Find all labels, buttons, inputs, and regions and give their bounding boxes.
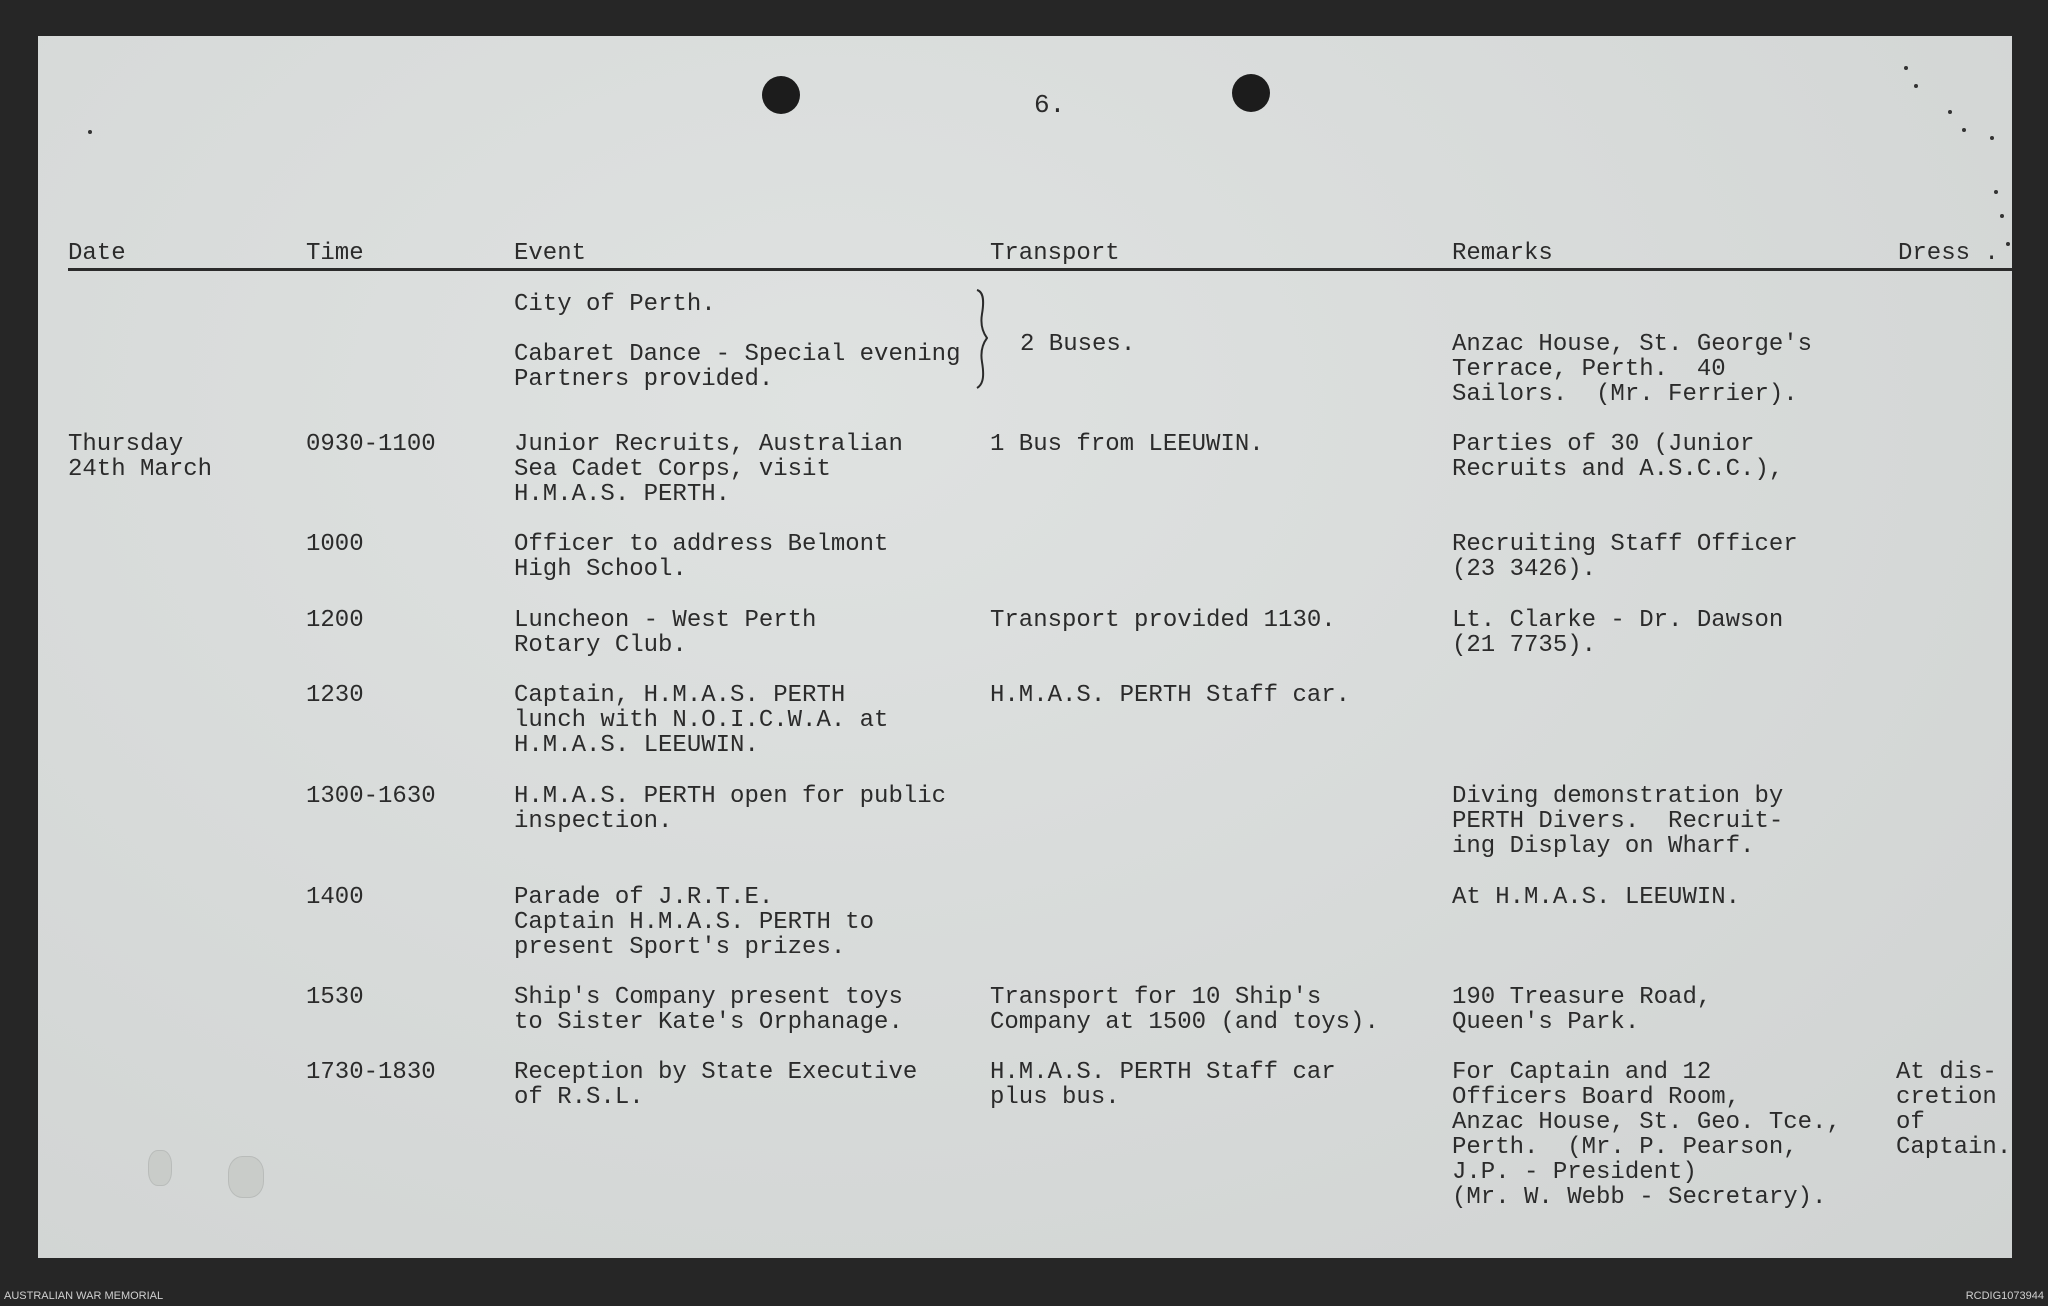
event-cell: Ship's Company present toys to Sister Kate's Orphanage. xyxy=(514,984,903,1036)
speck xyxy=(2006,242,2010,246)
time-cell: 1730-1830 xyxy=(306,1059,436,1086)
speck xyxy=(1948,110,1952,114)
transport-cell: H.M.A.S. PERTH Staff car plus bus. xyxy=(990,1059,1336,1111)
time-cell: 0930-1100 xyxy=(306,431,436,458)
header-rule xyxy=(68,268,2012,271)
brace-mark xyxy=(976,288,988,390)
footer-id: RCDIG1073944 xyxy=(1965,1290,2044,1302)
column-header-transport: Transport xyxy=(990,240,1120,267)
column-header-date: Date xyxy=(68,240,126,267)
speck xyxy=(2000,214,2004,218)
remarks-cell: Lt. Clarke - Dr. Dawson (21 7735). xyxy=(1452,607,1784,659)
event-cell: City of Perth. Cabaret Dance - Special evening Partners provided. xyxy=(514,291,961,393)
remarks-cell: Recruiting Staff Officer (23 3426). xyxy=(1452,531,1798,583)
column-header-time: Time xyxy=(306,240,364,267)
time-cell: 1300-1630 xyxy=(306,783,436,810)
speck xyxy=(1994,190,1998,194)
footer-source: AUSTRALIAN WAR MEMORIAL xyxy=(4,1290,164,1302)
transport-cell: Transport for 10 Ship's Company at 1500 (and toys). xyxy=(990,984,1379,1036)
speck xyxy=(1962,128,1966,132)
speck xyxy=(1990,136,1994,140)
remarks-cell: 190 Treasure Road, Queen's Park. xyxy=(1452,984,1712,1036)
speck xyxy=(1904,66,1908,70)
page-number: 6. xyxy=(1034,90,1066,120)
time-cell: 1000 xyxy=(306,531,364,558)
event-cell: H.M.A.S. PERTH open for public inspection. xyxy=(514,783,947,835)
column-header-remarks: Remarks xyxy=(1452,240,1553,267)
remarks-cell: At H.M.A.S. LEEUWIN. xyxy=(1452,884,1741,911)
event-cell: Officer to address Belmont High School. xyxy=(514,531,889,583)
event-cell: Junior Recruits, Australian Sea Cadet Corps, visit H.M.A.S. PERTH. xyxy=(514,431,903,508)
transport-cell: 1 Bus from LEEUWIN. xyxy=(990,431,1264,458)
speck xyxy=(88,130,92,134)
remarks-cell: Anzac House, St. George's Terrace, Perth. 40 Sailors. (Mr. Ferrier). xyxy=(1452,331,1813,408)
speck xyxy=(1914,84,1918,88)
date-cell: Thursday 24th March xyxy=(68,431,213,483)
time-cell: 1200 xyxy=(306,607,364,634)
transport-cell: H.M.A.S. PERTH Staff car. xyxy=(990,682,1351,709)
event-cell: Luncheon - West Perth Rotary Club. xyxy=(514,607,817,659)
column-header-event: Event xyxy=(514,240,587,267)
transport-cell: 2 Buses. xyxy=(1020,331,1136,358)
remarks-cell: Parties of 30 (Junior Recruits and A.S.C.C.), xyxy=(1452,431,1784,483)
paper-stain xyxy=(148,1150,172,1186)
event-cell: Parade of J.R.T.E. Captain H.M.A.S. PERTH to present Sport's prizes. xyxy=(514,884,875,961)
punch-hole-left xyxy=(762,76,800,114)
remarks-cell: For Captain and 12 Officers Board Room, Anzac House, St. Geo. Tce., Perth. (Mr. P. Pearson, J.P. - President) (Mr. W. Webb - Secretary). xyxy=(1452,1059,1841,1211)
dress-cell: At dis- cretion of Captain. xyxy=(1896,1059,2012,1161)
remarks-cell: Diving demonstration by PERTH Divers. Recruit- ing Display on Wharf. xyxy=(1452,783,1784,860)
event-cell: Captain, H.M.A.S. PERTH lunch with N.O.I.C.W.A. at H.M.A.S. LEEUWIN. xyxy=(514,682,889,759)
time-cell: 1400 xyxy=(306,884,364,911)
paper-stain xyxy=(228,1156,264,1198)
event-cell: Reception by State Executive of R.S.L. xyxy=(514,1059,918,1111)
column-header-dress: Dress . xyxy=(1898,240,1999,267)
time-cell: 1530 xyxy=(306,984,364,1011)
transport-cell: Transport provided 1130. xyxy=(990,607,1336,634)
time-cell: 1230 xyxy=(306,682,364,709)
punch-hole-right xyxy=(1232,74,1270,112)
